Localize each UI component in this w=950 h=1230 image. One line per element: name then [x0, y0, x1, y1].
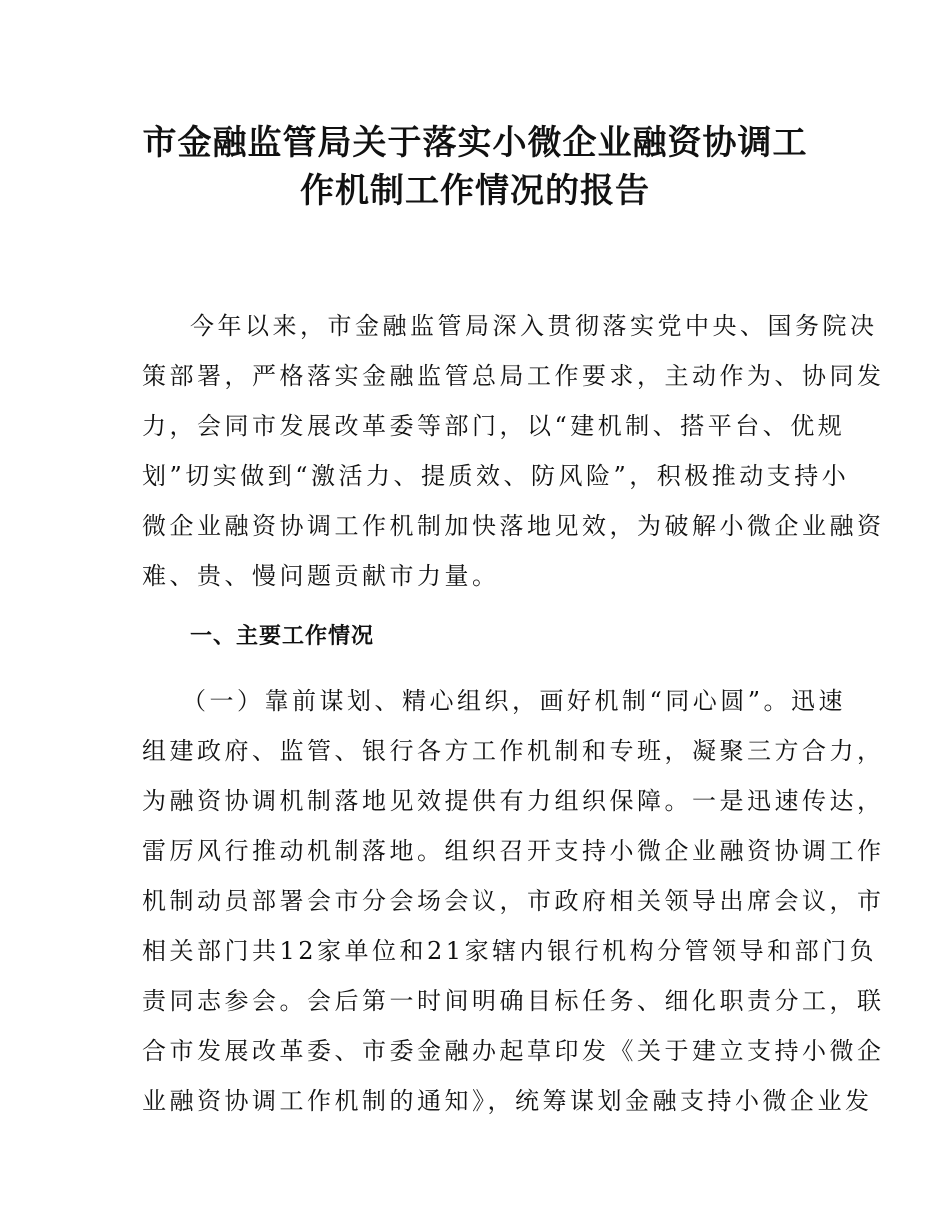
paragraph-line: 雷厉风行推动机制落地。组织召开支持小微企业融资协调工作: [142, 837, 885, 865]
paragraph-line: 划”切实做到“激活力、提质效、防风险”，积极推动支持小: [142, 462, 850, 490]
paragraph-line: 合市发展改革委、市委金融办起草印发《关于建立支持小微企: [142, 1037, 885, 1065]
paragraph-line: 今年以来，市金融监管局深入贯彻落实党中央、国务院决: [190, 312, 878, 340]
paragraph-line: 力，会同市发展改革委等部门，以“建机制、搭平台、优规: [142, 412, 846, 440]
paragraph-line: 相关部门共12家单位和21家辖内银行机构分管领导和部门负: [142, 937, 878, 965]
section-heading: 一、主要工作情况: [190, 624, 375, 649]
paragraph-line: 机制动员部署会市分会场会议，市政府相关领导出席会议，市: [142, 887, 885, 915]
document-title-line-1: 市金融监管局关于落实小微企业融资协调工: [142, 123, 808, 163]
paragraph-line: （一）靠前谋划、精心组织，画好机制“同心圆”。迅速: [182, 687, 847, 715]
paragraph-line: 组建政府、监管、银行各方工作机制和专班，凝聚三方合力，: [142, 737, 885, 765]
paragraph-line: 业融资协调工作机制的通知》，统筹谋划金融支持小微企业发: [142, 1087, 873, 1115]
paragraph-line: 微企业融资协调工作机制加快落地见效，为破解小微企业融资: [142, 512, 885, 540]
paragraph-line: 策部署，严格落实金融监管总局工作要求，主动作为、协同发: [142, 362, 885, 390]
paragraph-line: 为融资协调机制落地见效提供有力组织保障。一是迅速传达，: [142, 787, 885, 815]
paragraph-line: 责同志参会。会后第一时间明确目标任务、细化职责分工，联: [142, 987, 885, 1015]
paragraph-line: 难、贵、慢问题贡献市力量。: [142, 562, 500, 590]
document-title-line-2: 作机制工作情况的报告: [300, 171, 650, 211]
